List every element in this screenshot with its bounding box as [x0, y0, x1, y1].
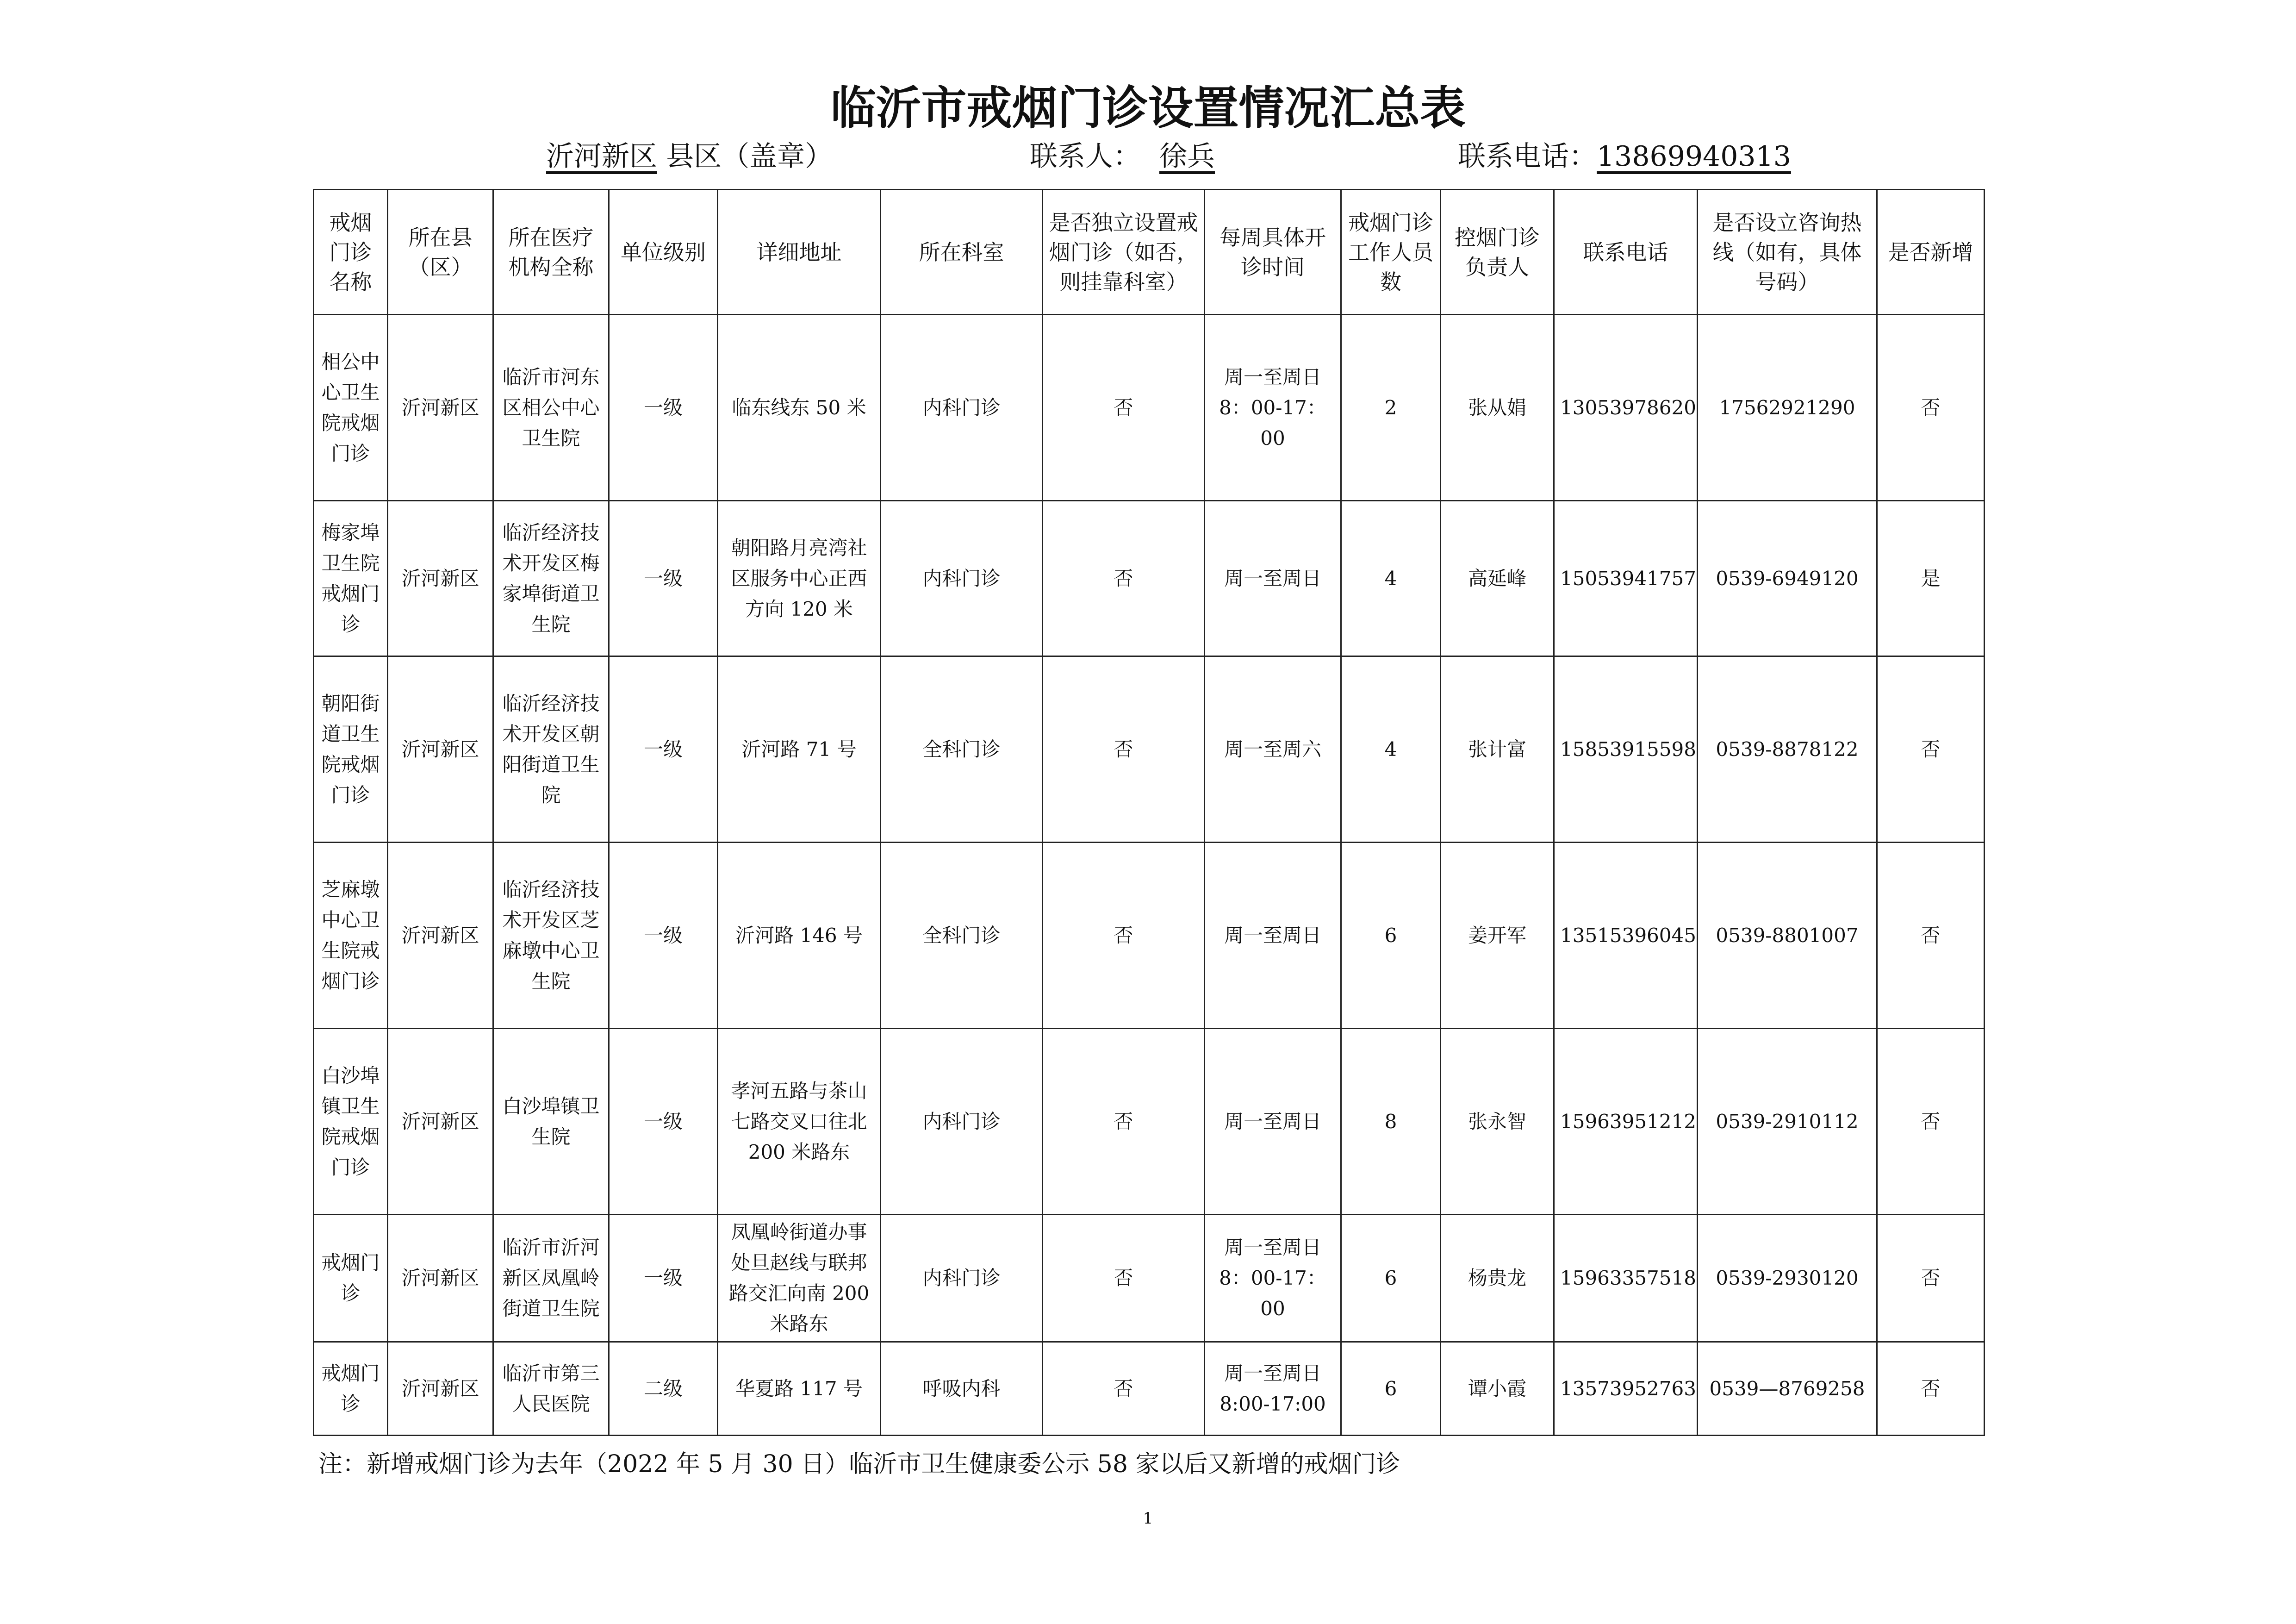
header-cell: 戒烟门诊工作人员数 [1341, 190, 1441, 315]
table-cell: 15053941757 [1554, 501, 1698, 656]
table-cell: 姜开军 [1441, 843, 1554, 1029]
header-cell: 所在医疗机构全称 [493, 190, 609, 315]
table-row [314, 1029, 1985, 1215]
table-row [314, 501, 1985, 656]
table-cell: 戒烟门诊 [314, 1215, 388, 1342]
table-cell: 否 [1043, 315, 1205, 501]
table-cell: 否 [1877, 1342, 1985, 1436]
table-cell: 4 [1341, 501, 1441, 656]
table-cell: 沂河新区 [388, 843, 493, 1029]
table-cell: 6 [1341, 1342, 1441, 1436]
table-cell: 13053978620 [1554, 315, 1698, 501]
header-cell: 是否独立设置戒烟门诊（如否，则挂靠科室） [1043, 190, 1205, 315]
table-cell: 否 [1877, 1029, 1985, 1215]
table-cell: 否 [1043, 843, 1205, 1029]
phone-number: 13869940313 [1597, 140, 1791, 173]
header-cell: 是否新增 [1877, 190, 1985, 315]
table-row [314, 1342, 1985, 1436]
table-cell: 临东线东 50 米 [718, 315, 881, 501]
table-cell: 一级 [609, 656, 718, 843]
table-row [314, 843, 1985, 1029]
table-cell: 相公中心卫生院戒烟门诊 [314, 315, 388, 501]
table-cell: 6 [1341, 843, 1441, 1029]
table-cell: 否 [1877, 843, 1985, 1029]
table-cell: 杨贵龙 [1441, 1215, 1554, 1342]
clinic-summary-table [313, 189, 1985, 1436]
table-cell: 周一至周六 [1205, 656, 1341, 843]
table-cell: 内科门诊 [881, 1029, 1043, 1215]
county-name: 沂河新区 [546, 140, 657, 173]
table-cell: 否 [1043, 656, 1205, 843]
table-cell: 否 [1043, 1215, 1205, 1342]
table-row [314, 656, 1985, 843]
table-cell: 全科门诊 [881, 656, 1043, 843]
table-cell: 周一至周日 8：00-17：00 [1205, 315, 1341, 501]
phone-label: 联系电话： [1458, 140, 1597, 173]
table-cell: 高延峰 [1441, 501, 1554, 656]
contact-phone [1458, 134, 1791, 174]
contact-label: 联系人： [1030, 140, 1141, 173]
table-row [314, 1215, 1985, 1342]
table-cell: 15853915598 [1554, 656, 1698, 843]
header-cell: 联系电话 [1554, 190, 1698, 315]
header-cell: 每周具体开诊时间 [1205, 190, 1341, 315]
table-cell: 6 [1341, 1215, 1441, 1342]
table-cell: 临沂市河东区相公中心卫生院 [493, 315, 609, 501]
table-header-row [314, 190, 1985, 315]
table-cell: 13573952763 [1554, 1342, 1698, 1436]
table-cell: 17562921290 [1698, 315, 1877, 501]
header-cell: 控烟门诊负责人 [1441, 190, 1554, 315]
table-cell: 0539-2930120 [1698, 1215, 1877, 1342]
table-cell: 4 [1341, 656, 1441, 843]
header-cell: 所在科室 [881, 190, 1043, 315]
table-cell: 内科门诊 [881, 315, 1043, 501]
table-cell: 全科门诊 [881, 843, 1043, 1029]
table-cell: 一级 [609, 1215, 718, 1342]
header-cell: 单位级别 [609, 190, 718, 315]
table-cell: 沂河新区 [388, 1029, 493, 1215]
table-cell: 否 [1043, 501, 1205, 656]
contact-name: 徐兵 [1159, 140, 1215, 173]
header-cell: 详细地址 [718, 190, 881, 315]
table-cell: 朝阳街道卫生院戒烟门诊 [314, 656, 388, 843]
table-cell: 0539-6949120 [1698, 501, 1877, 656]
table-cell: 0539-8878122 [1698, 656, 1877, 843]
table-cell: 临沂经济技术开发区梅家埠街道卫生院 [493, 501, 609, 656]
table-cell: 沂河新区 [388, 1215, 493, 1342]
table-cell: 周一至周日 [1205, 1029, 1341, 1215]
table-cell: 否 [1043, 1029, 1205, 1215]
table-cell: 周一至周日 [1205, 501, 1341, 656]
table-cell: 0539-8801007 [1698, 843, 1877, 1029]
table-cell: 否 [1877, 656, 1985, 843]
table-cell: 沂河新区 [388, 1342, 493, 1436]
table-cell: 二级 [609, 1342, 718, 1436]
table-cell: 沂河路 146 号 [718, 843, 881, 1029]
header-cell: 是否设立咨询热线（如有，具体号码） [1698, 190, 1877, 315]
table-cell: 沂河新区 [388, 656, 493, 843]
table-cell: 15963357518 [1554, 1215, 1698, 1342]
table-cell: 一级 [609, 843, 718, 1029]
table-cell: 否 [1877, 315, 1985, 501]
table-cell: 一级 [609, 315, 718, 501]
county-suffix: 县区（盖章） [666, 140, 833, 173]
table-cell: 戒烟门诊 [314, 1342, 388, 1436]
table-cell: 朝阳路月亮湾社区服务中心正西方向 120 米 [718, 501, 881, 656]
table-cell: 凤凰岭街道办事处旦赵线与联邦路交汇向南 200 米路东 [718, 1215, 881, 1342]
footnote: 注：新增戒烟门诊为去年（2022 年 5 月 30 日）临沂市卫生健康委公示 58 家以后又新增的戒烟门诊 [318, 1450, 1400, 1478]
table-cell: 内科门诊 [881, 501, 1043, 656]
table-cell: 临沂市沂河新区凤凰岭街道卫生院 [493, 1215, 609, 1342]
table-cell: 张永智 [1441, 1029, 1554, 1215]
document-title: 临沂市戒烟门诊设置情况汇总表 [830, 82, 1466, 135]
table-cell: 沂河新区 [388, 315, 493, 501]
table-cell: 芝麻墩中心卫生院戒烟门诊 [314, 843, 388, 1029]
table-cell: 8 [1341, 1029, 1441, 1215]
table-cell: 否 [1043, 1342, 1205, 1436]
table-cell: 谭小霞 [1441, 1342, 1554, 1436]
table-cell: 张计富 [1441, 656, 1554, 843]
table-cell: 否 [1877, 1215, 1985, 1342]
table-cell: 是 [1877, 501, 1985, 656]
county-stamp-line [546, 134, 833, 181]
page-number: 1 [1143, 1509, 1153, 1528]
table-cell: 13515396045 [1554, 843, 1698, 1029]
table-cell: 白沙埠镇卫生院戒烟门诊 [314, 1029, 388, 1215]
table-cell: 张从娟 [1441, 315, 1554, 501]
table-cell: 15963951212 [1554, 1029, 1698, 1215]
header-cell: 戒烟门诊名称 [314, 190, 388, 315]
table-cell: 0539—8769258 [1698, 1342, 1877, 1436]
header-cell: 所在县（区） [388, 190, 493, 315]
table-cell: 周一至周日 8:00-17:00 [1205, 1342, 1341, 1436]
table-cell: 临沂市第三人民医院 [493, 1342, 609, 1436]
table-row [314, 315, 1985, 501]
table-cell: 内科门诊 [881, 1215, 1043, 1342]
table-cell: 华夏路 117 号 [718, 1342, 881, 1436]
contact-person [1030, 134, 1233, 174]
table-cell: 一级 [609, 501, 718, 656]
table-cell: 沂河新区 [388, 501, 493, 656]
table-cell: 沂河路 71 号 [718, 656, 881, 843]
table-cell: 临沂经济技术开发区朝阳街道卫生院 [493, 656, 609, 843]
table-cell: 周一至周日 [1205, 843, 1341, 1029]
table-cell: 临沂经济技术开发区芝麻墩中心卫生院 [493, 843, 609, 1029]
table-cell: 呼吸内科 [881, 1342, 1043, 1436]
table-cell: 0539-2910112 [1698, 1029, 1877, 1215]
table-cell: 2 [1341, 315, 1441, 501]
table-cell: 一级 [609, 1029, 718, 1215]
table-cell: 周一至周日 8：00-17：00 [1205, 1215, 1341, 1342]
table-cell: 梅家埠卫生院戒烟门诊 [314, 501, 388, 656]
table-cell: 白沙埠镇卫生院 [493, 1029, 609, 1215]
table-cell: 孝河五路与茶山七路交叉口往北 200 米路东 [718, 1029, 881, 1215]
